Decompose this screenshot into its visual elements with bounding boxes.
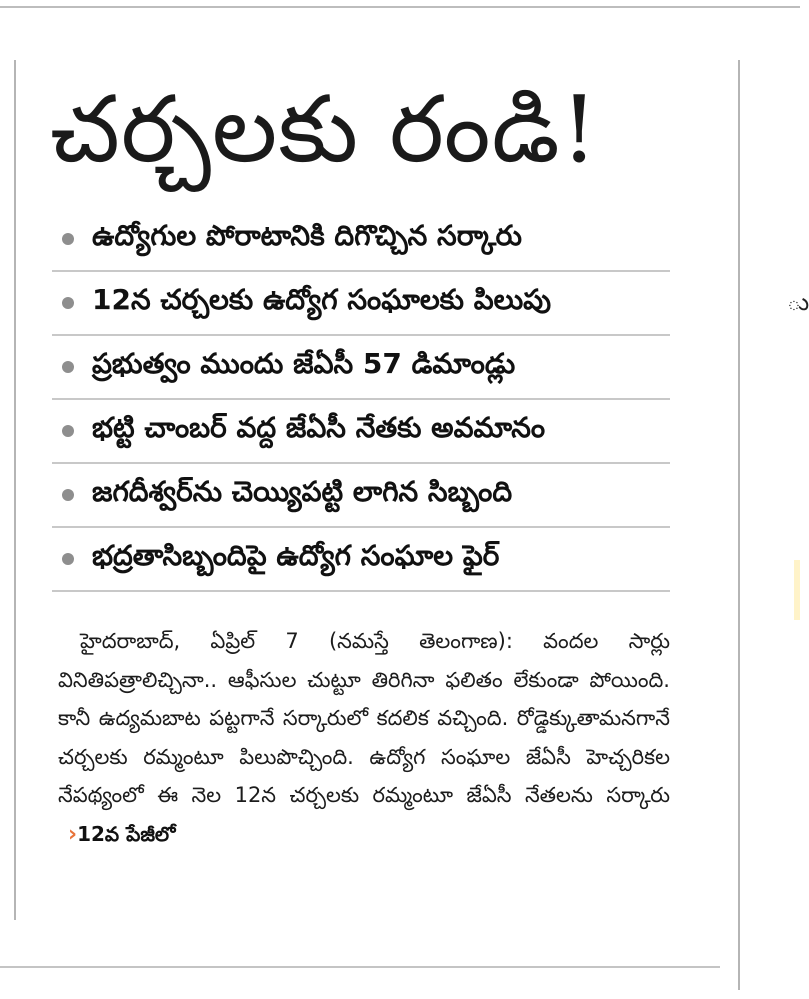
left-column-rule (14, 60, 16, 920)
sub-headline-item (52, 528, 670, 592)
bullet-dot-icon (62, 489, 74, 501)
sub-headline-text: జగదీశ్వర్‌ను చెయ్యిపట్టి లాగిన సిబ్బంది (92, 475, 513, 508)
bullet-dot-icon (62, 233, 74, 245)
continued-on-page-text: 12వ పేజీలో (77, 821, 176, 846)
adjacent-column-fragment: ు (787, 288, 809, 316)
sub-headline-item (52, 464, 670, 528)
column-rule (738, 60, 740, 990)
sub-headline-text: ఉద్యోగుల పోరాటానికి దిగొచ్చిన సర్కారు (92, 219, 522, 252)
sub-headline-item (52, 400, 670, 464)
headline: చర్చలకు రండి! (50, 76, 599, 183)
bullet-dot-icon (62, 425, 74, 437)
continued-on-page-link[interactable] (58, 822, 176, 846)
sub-headline-list (52, 208, 670, 592)
article-body (58, 622, 670, 854)
sub-headline-text: భద్రతాసిబ్బందిపై ఉద్యోగ సంఘాల ఫైర్ (92, 539, 500, 572)
sub-headline-item (52, 272, 670, 336)
sub-headline-text: భట్టి చాంబర్ వద్ద జేఏసీ నేతకు అవమానం (92, 411, 546, 444)
bullet-dot-icon (62, 297, 74, 309)
adjacent-column-tint (794, 560, 800, 620)
bullet-dot-icon (62, 553, 74, 565)
article-text: హైదరాబాద్, ఏప్రిల్ 7 (నమస్తే తెలంగాణ): వందల సార్లు వినితిపత్రాలిచ్చినా.. ఆఫీసుల చుట్టూ తిరిగినా ఫలితం లేకుండా పోయింది. కానీ ఉద్యమబాట పట్టగానే సర్కారులో కదలిక వచ్చింది. రోడ్డెక్కుతామనగానే చర్చలకు రమ్మంటూ పిలుపొచ్చింది. ఉద్యోగ సంఘాల జేఏసీ హెచ్చరికల నేపథ్యంలో ఈ నెల 12న చర్చలకు రమ్మంటూ జేఏసీ నేతలను సర్కారు (58, 629, 670, 807)
bullet-dot-icon (62, 361, 74, 373)
bottom-rule (0, 966, 720, 968)
sub-headline-text: 12న చర్చలకు ఉద్యోగ సంఘాలకు పిలుపు (92, 283, 552, 316)
sub-headline-text: ప్రభుత్వం ముందు జేఏసీ 57 డిమాండ్లు (92, 347, 516, 380)
sub-headline-item (52, 336, 670, 400)
sub-headline-item (52, 208, 670, 272)
chevron-right-icon: › (68, 821, 78, 847)
top-rule (0, 6, 800, 8)
